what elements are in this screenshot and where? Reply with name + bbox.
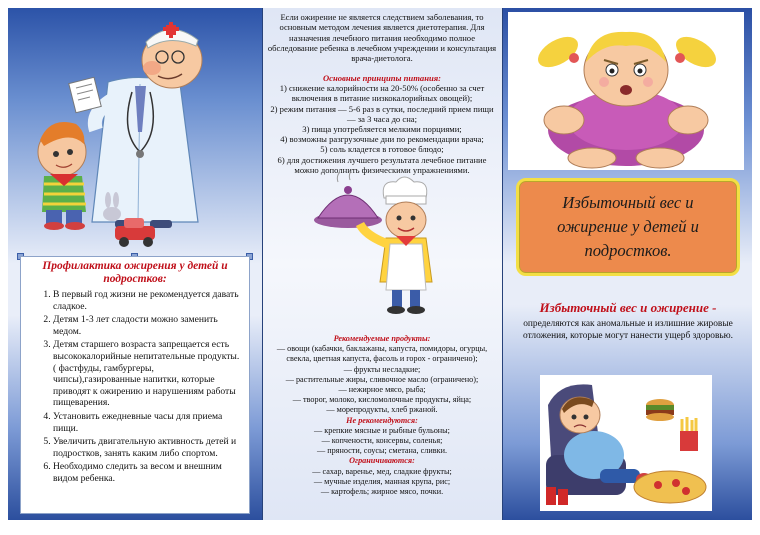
not-recommended-title: Не рекомендуются: (346, 415, 418, 425)
list-item: — овощи (кабачки, баклажаны, капуста, помидоры, огурцы, свекла, цветная капуста, фасоль и горох - ограничено); (276, 344, 488, 364)
list-item: 5. Увеличить двигательную активность детей и подростков, занять каким либо спортом. (53, 436, 243, 459)
definition-section (510, 300, 746, 343)
limited-title: Ограничиваются: (349, 456, 415, 466)
chef-illustration (310, 172, 450, 322)
list-item: — творог, молоко, кисломолочные продукты, яйца; (292, 395, 472, 405)
definition-heading: Избыточный вес и ожирение - (539, 300, 717, 315)
brochure-title-box: Избыточный вес и ожирение у детей и подростков. (516, 178, 740, 276)
list-item: — фрукты несладкие; (343, 364, 421, 374)
intro-text: Если ожирение не является следствием заболевания, то основным методом лечения является диетотерапия. Для назначения лечебного питания необходимо полное обследование ребенка в лечебном учреждении и консультация врача-диетолога. (267, 12, 497, 64)
list-item: — мучные изделия, манная крупа, рис; (313, 476, 451, 486)
list-item: — сахар, варенье, мед, сладкие фрукты; (312, 466, 452, 476)
list-item: — картофель; жирное мясо, почки. (320, 487, 444, 497)
doctor-child-illustration (20, 12, 245, 250)
list-item: — нежирное мясо, рыба; (338, 385, 426, 395)
products-section (266, 334, 498, 497)
list-item: 3. Детям старшего возраста запрещается есть высококалорийные непитательные продукты. ( фастфуды, гамбургеры, чипсы),газированные напитки, которые приводят к ожирению и нарушениям работы пищеварения. (53, 339, 243, 409)
panel-divider-left (262, 8, 263, 520)
list-item: — крепкие мясные и рыбные бульоны; (314, 425, 450, 435)
list-item: — растительные жиры, сливочное масло (ограничено); (285, 374, 479, 384)
list-item: 2. Детям 1-3 лет сладости можно заменить медом. (53, 314, 243, 337)
list-item: 4. Установить ежедневные часы для приема пищи. (53, 411, 243, 434)
list-item: — морепродукты, хлеб ржаной. (326, 405, 438, 415)
list-item: 2) режим питания — 5-6 раз в сутки, последний прием пищи — за 3 часа до сна; (270, 103, 494, 124)
definition-text: определяются как аномальные и излишние жировые отложения, которые могут нанести ущерб здоровью. (523, 319, 733, 341)
list-item: 1) снижение калорийности на 20-50% (особенно за счет включения в питание низкокалорийных овощей); (279, 83, 485, 104)
list-item: — пряности, соусы; сметана, сливки. (316, 446, 448, 456)
list-item: 6) для достижения лучшего результата лечебное питание можно дополнить физическими упражнениями. (277, 154, 487, 175)
principles-section (266, 73, 498, 175)
prevention-box[interactable] (20, 256, 250, 514)
boy-in-armchair-illustration (540, 375, 712, 511)
list-item: 6. Необходимо следить за весом и внешним видом ребенка. (53, 461, 243, 484)
list-item: — копчености, консервы, соленья; (321, 436, 443, 446)
prevention-list (27, 289, 243, 485)
list-item: 5) соль кладется в готовое блюдо; (320, 144, 444, 155)
recommended-title: Рекомендуемые продукты: (333, 334, 431, 343)
prevention-title: Профилактика ожирения у детей и подростков: (42, 260, 228, 285)
list-item: 3) пища употребляется мелкими порциями; (302, 124, 462, 135)
list-item: 4) возможны разгрузочные дни по рекомендации врача; (280, 134, 484, 145)
panel-divider-right (502, 8, 503, 520)
principles-title: Основные принципы питания: (322, 73, 442, 83)
list-item: 1. В первый год жизни не рекомендуется давать сладкое. (53, 289, 243, 312)
overweight-girl-illustration (508, 12, 744, 170)
